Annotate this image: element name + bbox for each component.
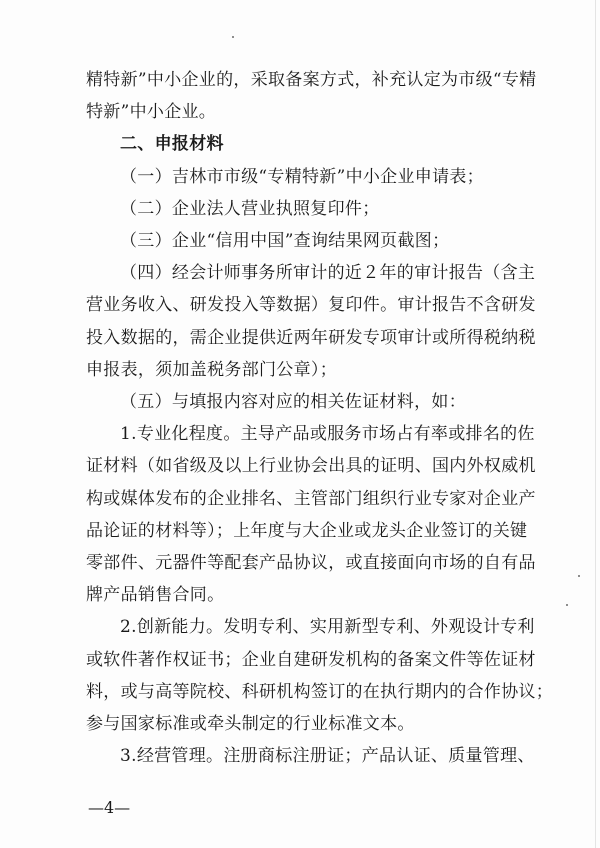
list-item-3: （三）企业“信用中国”查询结果网页截图； <box>120 231 450 251</box>
scan-speck <box>232 36 234 38</box>
scan-edge-line <box>595 0 596 848</box>
list-item-5: （五）与填报内容对应的相关佐证材料，如： <box>120 392 466 412</box>
scan-speck <box>578 575 580 577</box>
section-heading: 二、申报材料 <box>120 134 224 154</box>
subitem-3-line-1: 3.经营管理。注册商标注册证；产品认证、质量管理、 <box>120 746 535 766</box>
subitem-2-line-1: 2.创新能力。发明专利、实用新型专利、外观设计专利 <box>120 617 535 637</box>
subitem-1-line-3: 构或媒体发布的企业排名、主管部门组织行业专家对企业产 <box>86 489 536 509</box>
subitem-1-line-2: 证材料（如省级及以上行业协会出具的证明、国内外权威机 <box>86 456 536 476</box>
subitem-2-line-4: 参与国家标准或牵头制定的行业标准文本。 <box>86 714 415 734</box>
paragraph-line-1: 精特新”中小企业的，采取备案方式，补充认定为市级“专精 <box>86 70 537 90</box>
page-number: —4— <box>88 798 131 817</box>
list-item-4-line-2: 营业务收入、研发投入等数据）复印件。审计报告不含研发 <box>86 295 536 315</box>
subitem-1-line-4: 品论证的材料等）；上年度与大企业或龙头企业签订的关键 <box>86 521 528 541</box>
list-item-4-line-3: 投入数据的，需企业提供近两年研发专项审计或所得税纳税 <box>86 328 536 348</box>
list-item-2: （二）企业法人营业执照复印件； <box>120 199 380 219</box>
paragraph-line-2: 特新”中小企业。 <box>86 102 217 122</box>
scan-speck <box>566 604 568 606</box>
list-item-4-line-1: （四）经会计师事务所审计的近２年的审计报告（含主 <box>120 263 536 283</box>
subitem-1-line-1: 1.专业化程度。主导产品或服务市场占有率或排名的佐 <box>120 424 535 444</box>
list-item-1: （一）吉林市市级“专精特新”中小企业申请表； <box>120 167 484 187</box>
subitem-1-line-5: 零部件、元器件等配套产品协议，或直接面向市场的自有品 <box>86 553 536 573</box>
subitem-1-line-6: 牌产品销售合同。 <box>86 585 225 605</box>
subitem-2-line-3: 料，或与高等院校、科研机构签订的在执行期内的合作协议； <box>86 682 554 702</box>
subitem-2-line-2: 或软件著作权证书；企业自建研发机构的备案文件等佐证材 <box>86 650 536 670</box>
list-item-4-line-4: 申报表，须加盖税务部门公章）； <box>86 360 337 380</box>
